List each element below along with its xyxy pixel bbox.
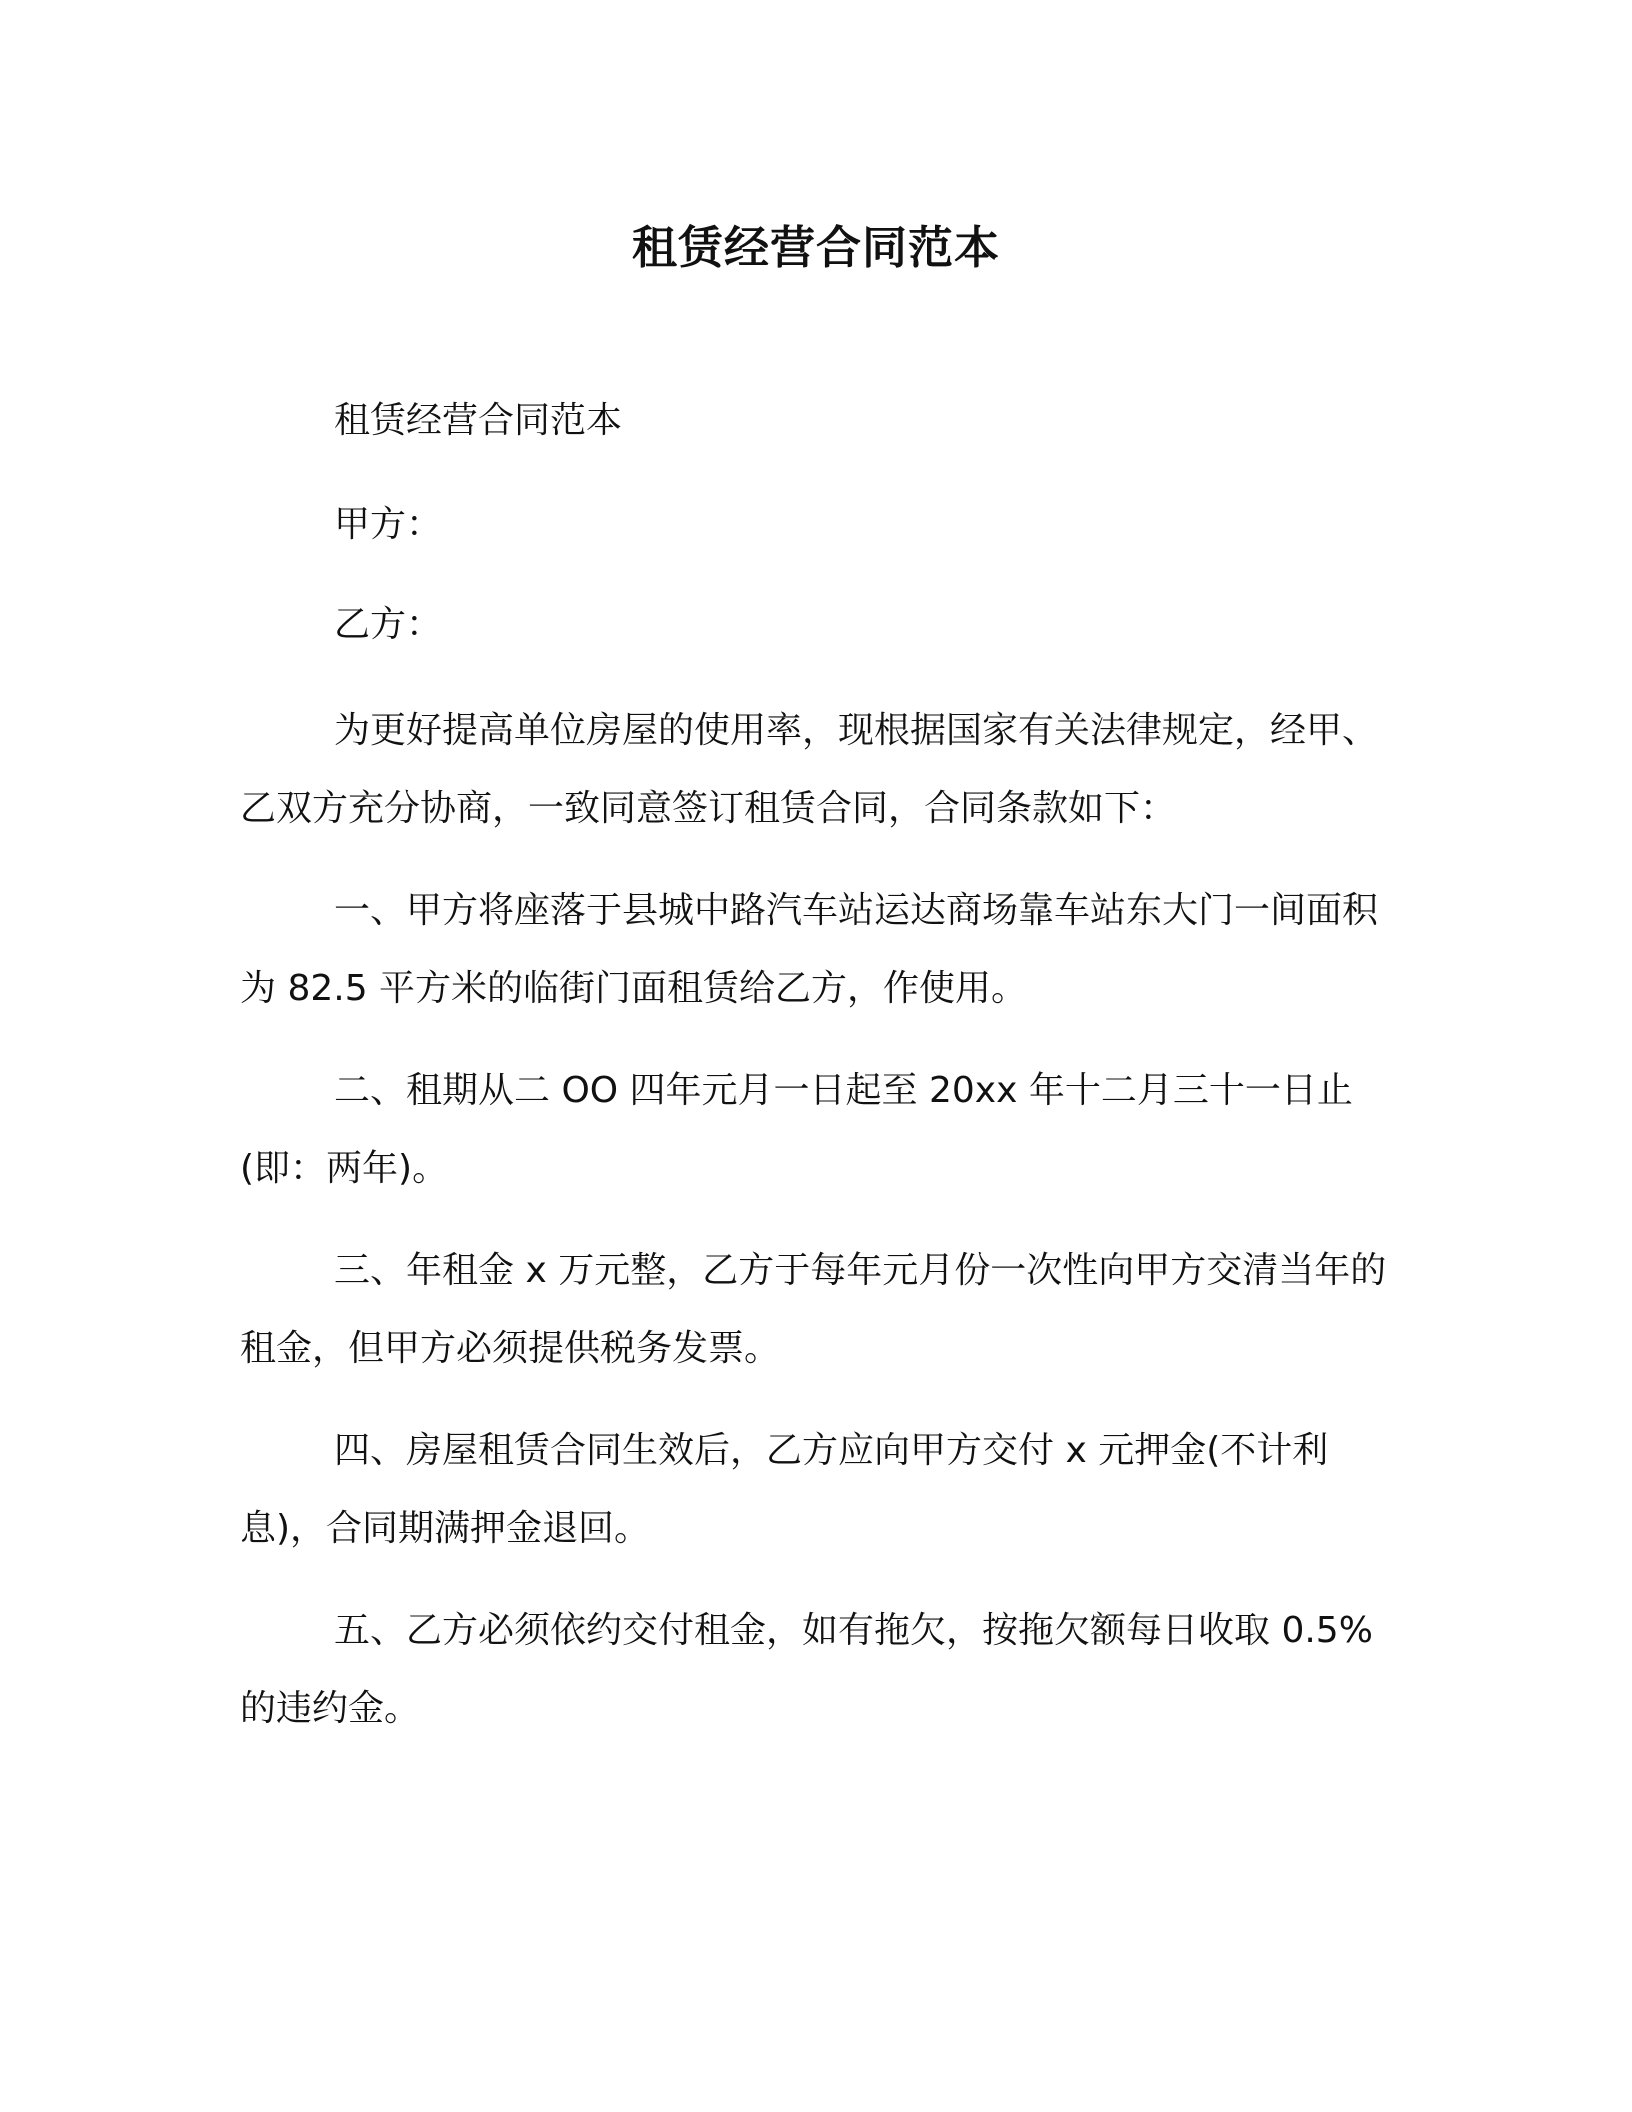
paragraph-clause-4: 四、房屋租赁合同生效后，乙方应向甲方交付 x 元押金(不计利息)，合同期满押金退回。 [240, 1430, 1329, 1549]
paragraph-preamble: 为更好提高单位房屋的使用率，现根据国家有关法律规定，经甲、乙双方充分协商，一致同意签订租赁合同，合同条款如下： [240, 710, 1379, 829]
paragraph-heading: 租赁经营合同范本 [334, 400, 623, 441]
paragraph-party-a: 甲方： [334, 504, 443, 545]
paragraph-clause-2: 二、租期从二 OO 四年元月一日起至 20xx 年十二月三十一日止(即：两年)。 [240, 1070, 1353, 1189]
document-title: 租赁经营合同范本 [631, 221, 1000, 274]
paragraph-clause-3: 三、年租金 x 万元整，乙方于每年元月份一次性向甲方交清当年的租金，但甲方必须提供税务发票。 [240, 1250, 1387, 1369]
paragraph-clause-1: 一、甲方将座落于县城中路汽车站运达商场靠车站东大门一间面积为 82.5 平方米的临街门面租赁给乙方，作使用。 [240, 890, 1379, 1009]
paragraph-clause-5: 五、乙方必须依约交付租金，如有拖欠，按拖欠额每日收取 0.5%的违约金。 [240, 1610, 1373, 1729]
paragraph-party-b: 乙方： [334, 604, 443, 645]
